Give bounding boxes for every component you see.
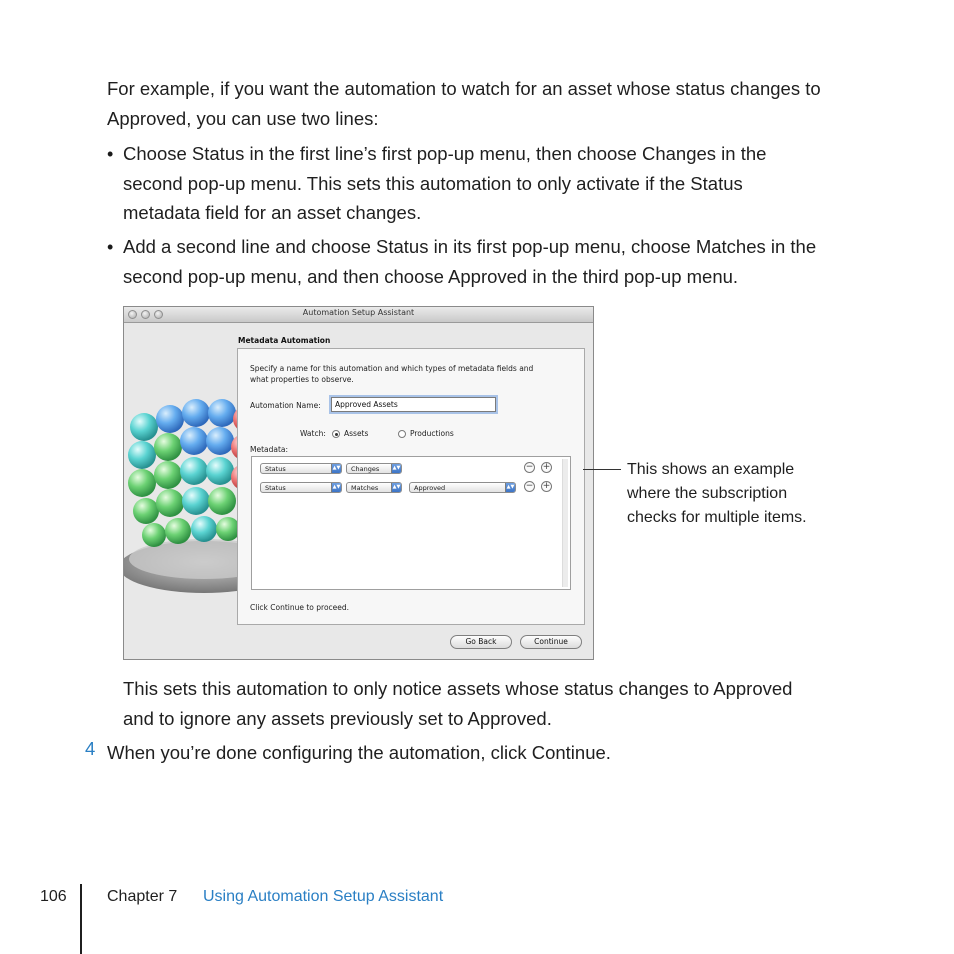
after-paragraph <box>123 674 792 733</box>
popup-arrows-icon: ▲▼ <box>392 484 401 490</box>
row-1-remove-icon[interactable]: − <box>525 462 534 472</box>
watch-assets-radio[interactable] <box>332 430 340 438</box>
row-1-operator-popup[interactable] <box>346 463 402 474</box>
bullet-1-line-3: metadata field for an asset changes. <box>123 202 422 223</box>
row-2-operator-value: Matches <box>351 484 379 492</box>
section-heading: Metadata Automation <box>238 336 331 345</box>
popup-arrows-icon: ▲▼ <box>332 484 341 490</box>
go-back-button[interactable]: Go Back <box>450 635 512 649</box>
popup-arrows-icon: ▲▼ <box>332 465 341 471</box>
settings-panel <box>237 348 585 625</box>
bullet-marker: • <box>107 144 114 164</box>
popup-arrows-icon: ▲▼ <box>506 484 515 490</box>
automation-name-label: Automation Name: <box>250 401 321 410</box>
popup-arrows-icon: ▲▼ <box>392 465 401 471</box>
page-number: 106 <box>40 888 67 905</box>
callout-line-3: checks for multiple items. <box>627 509 807 526</box>
automation-name-input[interactable]: Approved Assets <box>331 397 496 412</box>
row-2-field-value: Status <box>265 484 286 492</box>
callout-leader-line <box>583 469 621 470</box>
window-titlebar <box>124 307 593 323</box>
row-2-value-popup[interactable] <box>409 482 516 493</box>
after-line-2: and to ignore any assets previously set to Approved. <box>123 707 552 729</box>
description-line-2: what properties to observe. <box>250 375 354 384</box>
watch-assets-label: Assets <box>344 429 369 438</box>
chapter-title-link[interactable]: Using Automation Setup Assistant <box>203 888 444 905</box>
chapter-label: Chapter 7 <box>107 888 178 905</box>
row-2-remove-icon[interactable]: − <box>525 481 534 491</box>
window-title: Automation Setup Assistant <box>302 308 415 317</box>
metadata-list-scrollbar[interactable] <box>562 459 568 587</box>
watch-productions-label: Productions <box>410 429 454 438</box>
watch-label: Watch: <box>300 429 326 438</box>
footer-instruction: Click Continue to proceed. <box>250 603 350 612</box>
step-text: When you’re done configuring the automation, click Continue. <box>107 742 611 763</box>
row-2-operator-popup[interactable] <box>346 482 402 493</box>
automation-setup-window <box>123 306 594 660</box>
description-line-1: Specify a name for this automation and which types of metadata fields and <box>250 364 534 373</box>
metadata-rules-list <box>251 456 571 590</box>
intro-line-1: For example, if you want the automation to watch for an asset whose status changes to <box>107 78 821 99</box>
row-1-add-icon[interactable]: + <box>542 462 551 472</box>
bullet-1-line-2: second pop-up menu. This sets this automation to only activate if the Status <box>123 172 743 194</box>
row-1-field-popup[interactable] <box>260 463 342 474</box>
intro-line-2: Approved, you can use two lines: <box>107 107 379 129</box>
intro-paragraph <box>107 74 821 133</box>
bullet-item-2 <box>123 232 816 291</box>
callout-text <box>627 458 807 530</box>
after-line-1: This sets this automation to only notice assets whose status changes to Approved <box>123 678 793 699</box>
bullet-1-line-1: Choose Status in the first line’s first pop-up menu, then choose Changes in the <box>123 143 767 164</box>
bullet-2-line-2: second pop-up menu, and then choose Approved in the third pop-up menu. <box>123 265 739 287</box>
bullet-marker: • <box>107 237 114 257</box>
row-1-field-value: Status <box>265 465 286 473</box>
row-2-value-value: Approved <box>414 484 446 492</box>
row-2-field-popup[interactable] <box>260 482 342 493</box>
continue-button[interactable]: Continue <box>520 635 582 649</box>
callout-line-1: This shows an example <box>627 461 795 478</box>
callout-line-2: where the subscription <box>627 485 788 502</box>
footer-divider <box>80 884 82 954</box>
metadata-label: Metadata: <box>250 445 289 454</box>
step-number: 4 <box>85 738 96 759</box>
row-2-add-icon[interactable]: + <box>542 481 551 491</box>
row-1-operator-value: Changes <box>351 465 380 473</box>
bullet-2-line-1: Add a second line and choose Status in its first pop-up menu, choose Matches in the <box>123 236 817 257</box>
watch-productions-radio[interactable] <box>398 430 406 438</box>
bullet-item-1 <box>123 139 766 228</box>
